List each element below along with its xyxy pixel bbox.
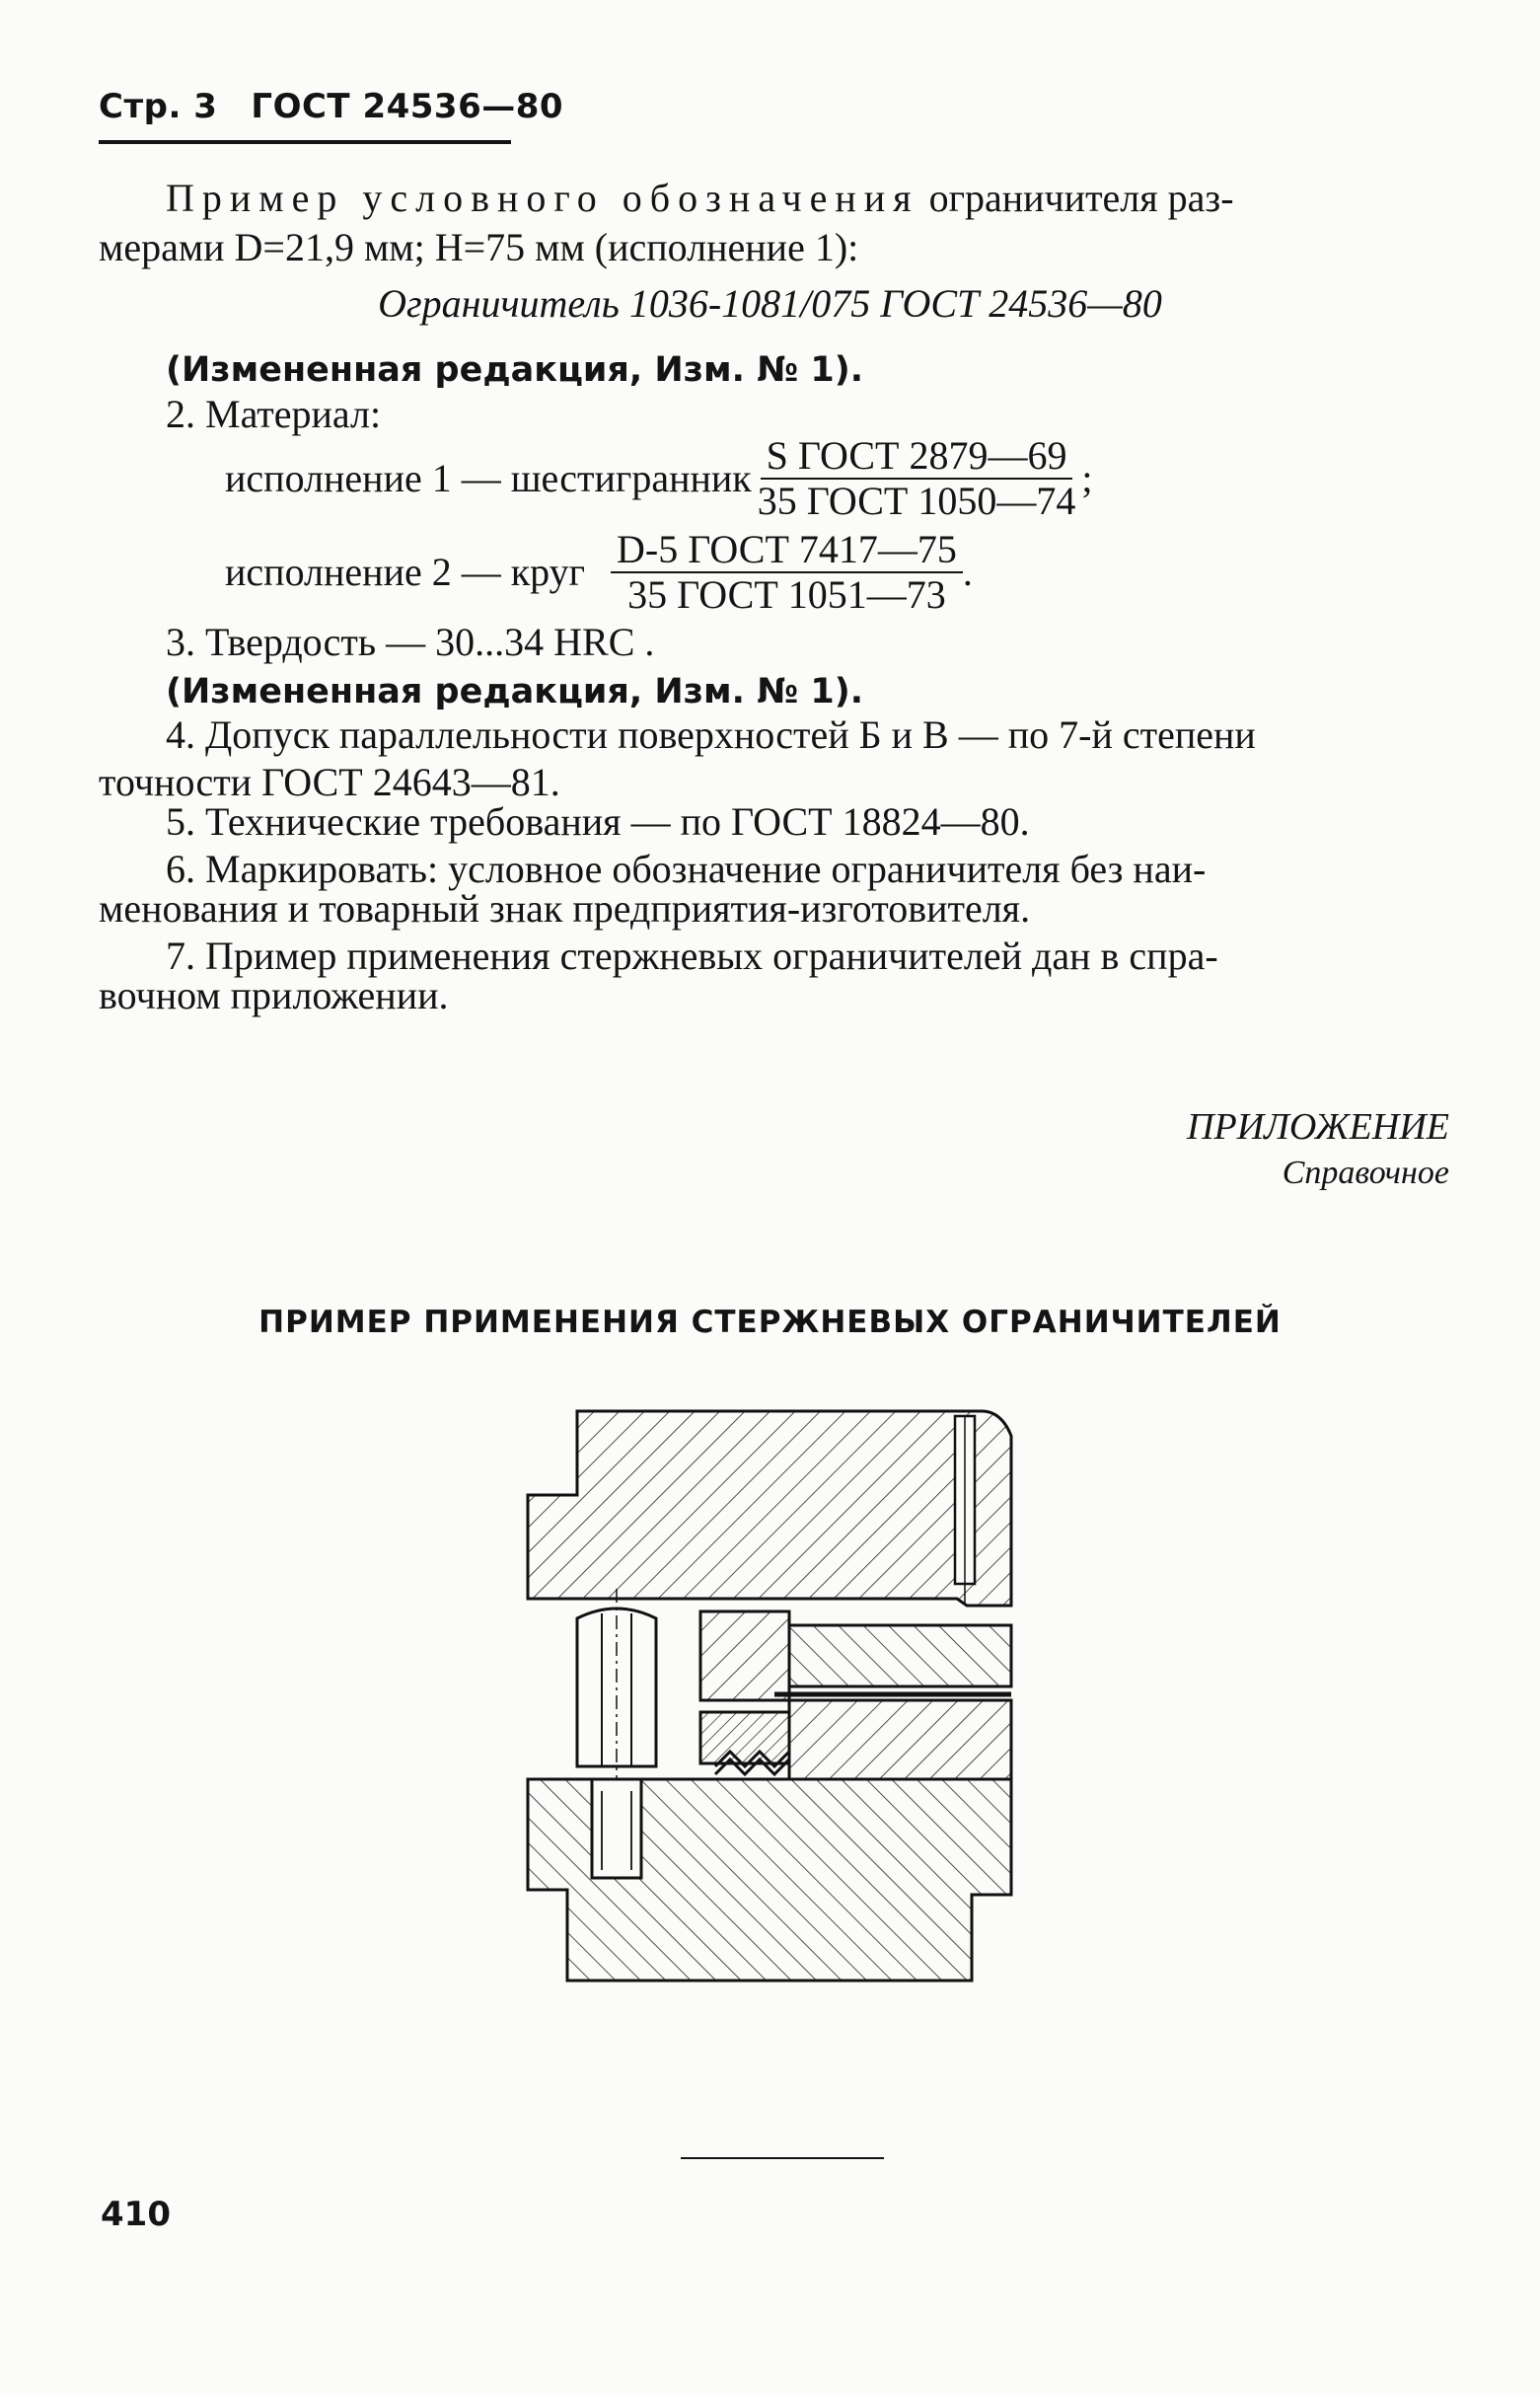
material-heading: 2. Материал: [166,392,382,436]
variant-2-label: исполнение 2 — круг [225,550,586,594]
item-6-line-2: менования и товарный знак предприятия-изготовителя. [99,886,1031,931]
variant-1-denominator: 35 ГОСТ 1050—74 [757,479,1076,523]
appendix-label: ПРИЛОЖЕНИЕ [1187,1106,1449,1148]
guide-pin [955,1416,975,1604]
example-lead-rest: ограничителя раз- [918,176,1234,220]
page-number: 410 [101,2195,171,2234]
lower-die-plate [528,1779,1011,1981]
stripper-block [700,1611,1011,1700]
running-header [99,87,563,126]
example-line-2: мерами D=21,9 мм; H=75 мм (исполнение 1): [99,225,859,269]
appendix-title: ПРИМЕР ПРИМЕНЕНИЯ СТЕРЖНЕВЫХ ОГРАНИЧИТЕЛЕЙ [258,1305,1282,1340]
variant-2-fraction [611,528,963,617]
material-variant-2 [225,528,973,617]
spring-plate [700,1700,1011,1779]
example-line-1 [166,174,1448,223]
upper-die-plate [528,1411,1011,1606]
material-variant-1 [225,434,1092,523]
footer-rule [681,2157,884,2159]
item-5: 5. Технические требования — по ГОСТ 18824—80. [166,799,1030,844]
amendment-note-1: (Измененная редакция, Изм. № 1). [166,350,864,390]
designation-example: Ограничитель 1036-1081/075 ГОСТ 24536—80 [378,281,1162,326]
item-7-line-2: вочном приложении. [99,973,449,1017]
variant-2-numerator: D-5 ГОСТ 7417—75 [611,528,963,573]
item-4-line-1: 4. Допуск параллельности поверхностей Б и В — по 7-й степени [166,712,1256,757]
variant-1-end: ; [1081,456,1093,500]
example-lead: Пример условного обозначения [166,176,919,220]
item-7-line-1: 7. Пример применения стержневых ограничителей дан в спра- [166,934,1218,978]
variant-1-fraction [752,434,1082,523]
rod-stop-drawing [508,1396,1041,2023]
variant-1-label: исполнение 1 — шестигранник [225,456,752,500]
variant-2-end: . [962,550,973,594]
header-rule [99,140,511,144]
variant-2-denominator: 35 ГОСТ 1051—73 [627,572,946,617]
hardness-item: 3. Твердость — 30...34 HRC . [166,620,655,664]
variant-1-numerator: S ГОСТ 2879—69 [761,434,1073,480]
appendix-type: Справочное [1282,1155,1449,1191]
page-label: Стр. 3 [99,87,218,126]
standard-number: ГОСТ 24536—80 [251,87,564,126]
item-6-line-1: 6. Маркировать: условное обозначение ограничителя без наи- [166,847,1207,891]
item-4-line-2: точности ГОСТ 24643—81. [99,760,560,804]
amendment-note-2: (Измененная редакция, Изм. № 1). [166,672,864,711]
